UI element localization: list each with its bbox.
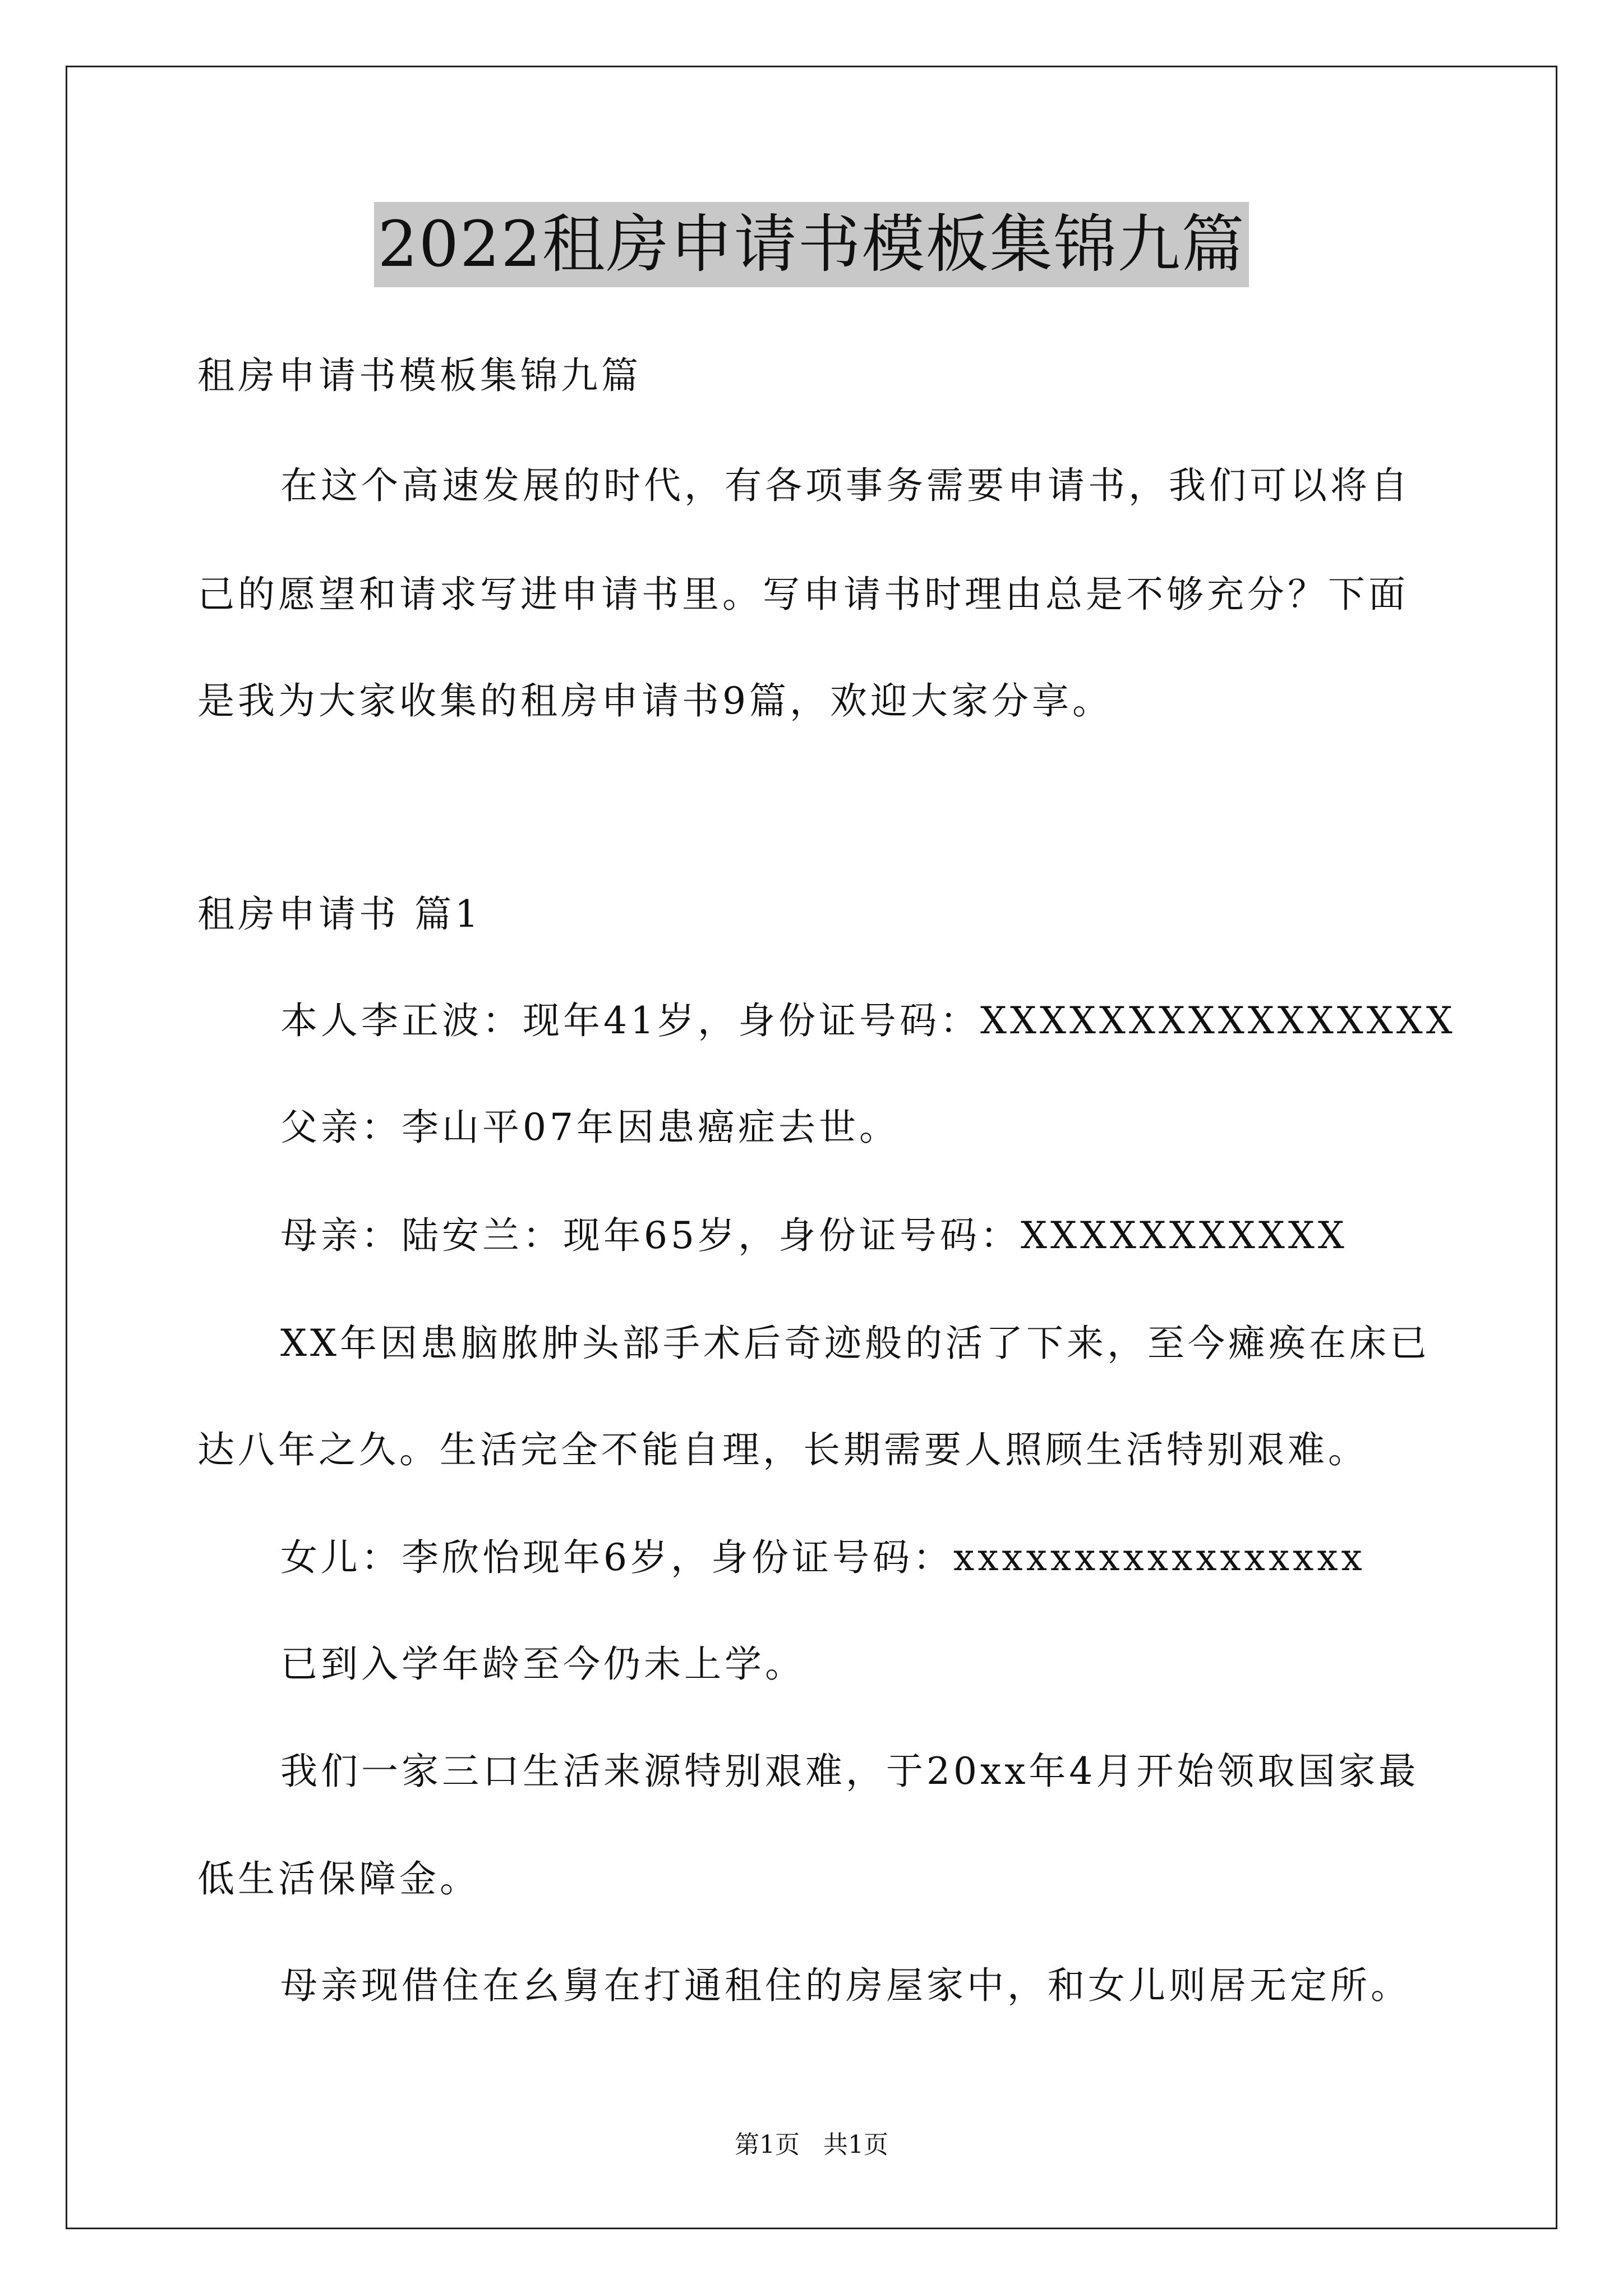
document-title: 2022租房申请书模板集锦九篇 — [374, 202, 1248, 287]
body-line: 已到入学年龄至今仍未上学。 — [280, 1642, 805, 1686]
intro-line: 己的愿望和请求写进申请书里。写申请书时理由总是不够充分？下面 — [197, 573, 1409, 616]
section-heading: 租房申请书 篇1 — [197, 892, 482, 936]
intro-line: 是我为大家收集的租房申请书9篇，欢迎大家分享。 — [197, 679, 1113, 723]
subtitle: 租房申请书模板集锦九篇 — [197, 354, 642, 397]
body-line: 本人李正波：现年41岁，身份证号码：XXXXXXXXXXXXXXXX — [280, 999, 1456, 1042]
body-line: 女儿：李欣怡现年6岁，身份证号码：xxxxxxxxxxxxxxxxx — [280, 1536, 1366, 1579]
title-container — [0, 202, 1623, 287]
body-line: 低生活保障金。 — [197, 1857, 480, 1901]
body-line: 母亲：陆安兰：现年65岁，身份证号码：XXXXXXXXXXX — [280, 1214, 1348, 1257]
body-line: XX年因患脑脓肿头部手术后奇迹般的活了下来，至今瘫痪在床已 — [280, 1322, 1430, 1365]
intro-line: 在这个高速发展的时代，有各项事务需要申请书，我们可以将自 — [280, 464, 1411, 507]
body-line: 达八年之久。生活完全不能自理，长期需要人照顾生活特别艰难。 — [197, 1428, 1368, 1471]
body-line: 我们一家三口生活来源特别艰难，于20xx年4月开始领取国家最 — [280, 1750, 1419, 1793]
body-line: 父亲：李山平07年因患癌症去世。 — [280, 1106, 900, 1149]
body-line: 母亲现借住在幺舅在打通租住的房屋家中，和女儿则居无定所。 — [280, 1964, 1411, 2007]
page-footer: 第1页 共1页 — [735, 2131, 888, 2159]
